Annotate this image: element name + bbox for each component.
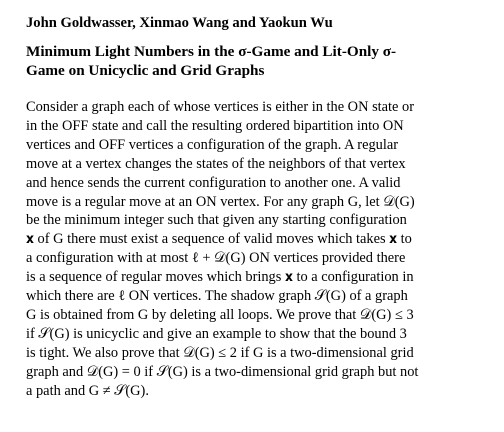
abstract-line: a configuration with at most ℓ + 𝒟(G) ON vertices provided there <box>26 250 406 267</box>
abstract-line: which there are ℓ ON vertices. The shadow graph 𝒮(G) of a graph <box>26 288 408 305</box>
abstract-line: and hence sends the current configuration to another one. A valid <box>26 174 401 191</box>
abstract-line: is a sequence of regular moves which brings 𝐱 to a configuration in <box>26 269 414 286</box>
abstract-line: is tight. We also prove that 𝒟(G) ≤ 2 if G is a two-dimensional grid <box>26 344 414 361</box>
abstract-line: G is obtained from G by deleting all loops. We prove that 𝒟(G) ≤ 3 <box>26 306 414 323</box>
abstract-line: be the minimum integer such that given any starting configuration <box>26 212 407 229</box>
author-list: John Goldwasser, Xinmao Wang and Yaokun Wu <box>26 15 333 31</box>
abstract-line: move is a regular move at an ON vertex. For any graph G, let 𝒟(G) <box>26 193 415 210</box>
title-line: Minimum Light Numbers in the σ-Game and Lit-Only σ- <box>26 43 397 60</box>
abstract-line: Consider a graph each of whose vertices is either in the ON state or <box>26 99 415 115</box>
abstract-line: 𝐱 of G there must exist a sequence of valid moves which takes 𝐱 to <box>26 231 412 248</box>
abstract-line: if 𝒮(G) is unicyclic and give an example to show that the bound 3 <box>26 325 407 342</box>
abstract-line: vertices and OFF vertices a configuration of the graph. A regular <box>26 136 399 153</box>
abstract-line: in the OFF state and call the resulting ordered bipartition into ON <box>26 117 404 134</box>
abstract <box>26 98 482 401</box>
title-line: Game on Unicyclic and Grid Graphs <box>26 62 265 79</box>
abstract-line: a path and G ≠ 𝒮(G). <box>26 382 149 399</box>
abstract-line: graph and 𝒟(G) = 0 if 𝒮(G) is a two-dimensional grid graph but not <box>26 363 419 380</box>
paper-page <box>26 14 482 401</box>
abstract-line: move at a vertex changes the states of the neighbors of that vertex <box>26 155 406 172</box>
paper-title <box>26 42 482 80</box>
